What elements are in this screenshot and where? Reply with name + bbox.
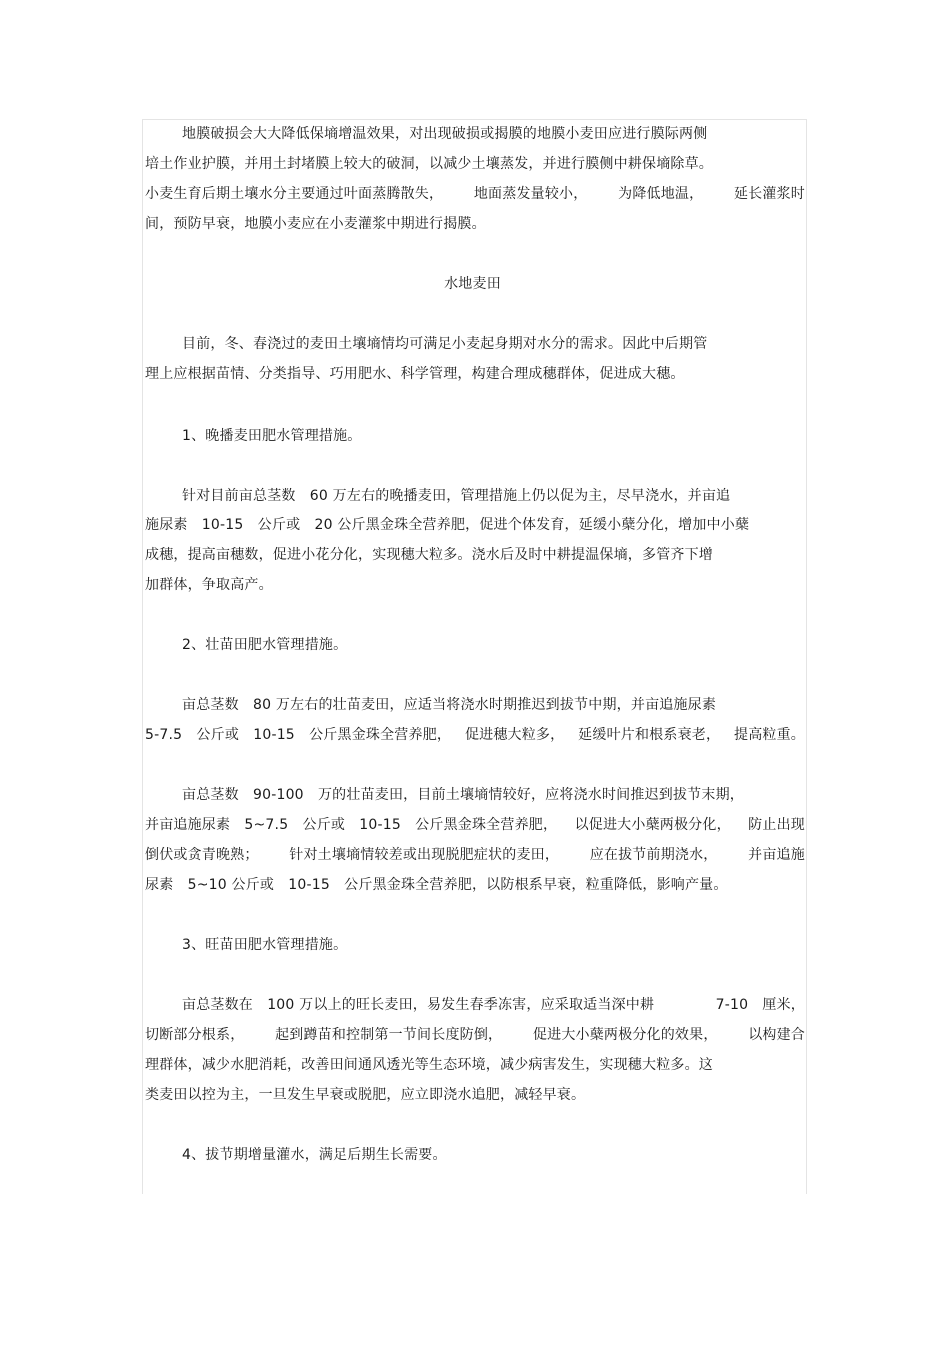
text-line: 尿素 5~10 公斤或 10-15 公斤黑金珠全营养肥，以防根系早衰，粒重降低，影响产量。 (145, 877, 728, 893)
text-segment: 针对土壤墒情较差或出现脱肥症状的麦田， (289, 847, 560, 863)
text-segment: 7-10 厘米， (715, 997, 805, 1013)
text-segment: 提高粒重。 (734, 727, 805, 743)
text-segment: 为降低地温， (618, 186, 704, 202)
subheading: 4、拔节期增量灌水，满足后期生长需要。 (182, 1147, 447, 1163)
text-segment: 延缓叶片和根系衰老， (578, 727, 721, 743)
section-heading: 水地麦田 (444, 276, 501, 292)
text-segment: 地面蒸发量较小， (473, 186, 588, 202)
text-line: 地膜破损会大大降低保墒增温效果，对出现破损或揭膜的地膜小麦田应进行膜际两侧 (182, 126, 708, 142)
text-line (145, 812, 805, 838)
text-line (182, 992, 805, 1018)
text-line: 理上应根据苗情、分类指导、巧用肥水、科学管理，构建合理成穗群体，促进成大穗。 (145, 366, 685, 382)
text-segment: 小麦生育后期土壤水分主要通过叶面蒸腾散失， (145, 186, 444, 202)
text-line: 针对目前亩总茎数 60 万左右的晚播麦田，管理措施上仍以促为主，尽早浇水，并亩追 (182, 488, 731, 504)
text-segment: 起到蹲苗和控制第一节间长度防倒， (275, 1027, 503, 1043)
text-line: 成穗，提高亩穗数，促进小花分化，实现穗大粒多。浇水后及时中耕提温保墒，多管齐下增 (145, 547, 713, 563)
text-segment: 切断部分根系， (145, 1027, 245, 1043)
subheading: 1、晚播麦田肥水管理措施。 (182, 428, 362, 444)
text-line: 间，预防早衰，地膜小麦应在小麦灌浆中期进行揭膜。 (145, 216, 486, 232)
text-line: 类麦田以控为主，一旦发生早衰或脱肥，应立即浇水追肥，减轻早衰。 (145, 1087, 586, 1103)
text-line (145, 842, 805, 868)
subheading: 2、壮苗田肥水管理措施。 (182, 637, 348, 653)
text-line (145, 722, 805, 748)
text-segment: 促进大小蘖两极分化的效果， (532, 1027, 718, 1043)
text-line: 加群体，争取高产。 (145, 577, 273, 593)
text-line: 目前，冬、春浇过的麦田土壤墒情均可满足小麦起身期对水分的需求。因此中后期管 (182, 336, 708, 352)
text-line: 亩总茎数 80 万左右的壮苗麦田，应适当将浇水时期推迟到拔节中期，并亩追施尿素 (182, 697, 717, 713)
text-segment: 促进穗大粒多， (464, 727, 565, 743)
text-line: 培土作业护膜，并用土封堵膜上较大的破洞，以减少土壤蒸发，并进行膜侧中耕保墒除草。 (145, 156, 713, 172)
text-line (145, 1022, 805, 1048)
text-segment: 倒伏或贪青晚熟； (145, 847, 259, 863)
text-segment: 应在拔节前期浇水， (589, 847, 718, 863)
text-segment: 并亩追施尿素 5~7.5 公斤或 10-15 公斤黑金珠全营养肥， (145, 817, 558, 833)
text-segment: 以促进大小蘖两极分化， (574, 817, 731, 833)
text-segment: 亩总茎数在 100 万以上的旺长麦田，易发生春季冻害，应采取适当深中耕 (182, 997, 655, 1013)
text-segment: 延长灌浆时 (733, 186, 805, 202)
text-line: 亩总茎数 90-100 万的壮苗麦田，目前土壤墒情较好，应将浇水时间推迟到拔节末期， (182, 787, 744, 803)
text-segment: 5-7.5 公斤或 10-15 公斤黑金珠全营养肥， (145, 727, 452, 743)
text-line: 理群体，减少水肥消耗，改善田间通风透光等生态环境，减少病害发生，实现穗大粒多。这 (145, 1057, 713, 1073)
text-line: 施尿素 10-15 公斤或 20 公斤黑金珠全营养肥，促进个体发育，延缓小蘖分化，增加中小蘖 (145, 517, 750, 533)
text-segment: 防止出现 (748, 817, 805, 833)
subheading: 3、旺苗田肥水管理措施。 (182, 937, 348, 953)
text-segment: 并亩追施 (748, 847, 805, 863)
text-line (145, 181, 805, 207)
text-segment: 以构建合 (748, 1027, 805, 1043)
